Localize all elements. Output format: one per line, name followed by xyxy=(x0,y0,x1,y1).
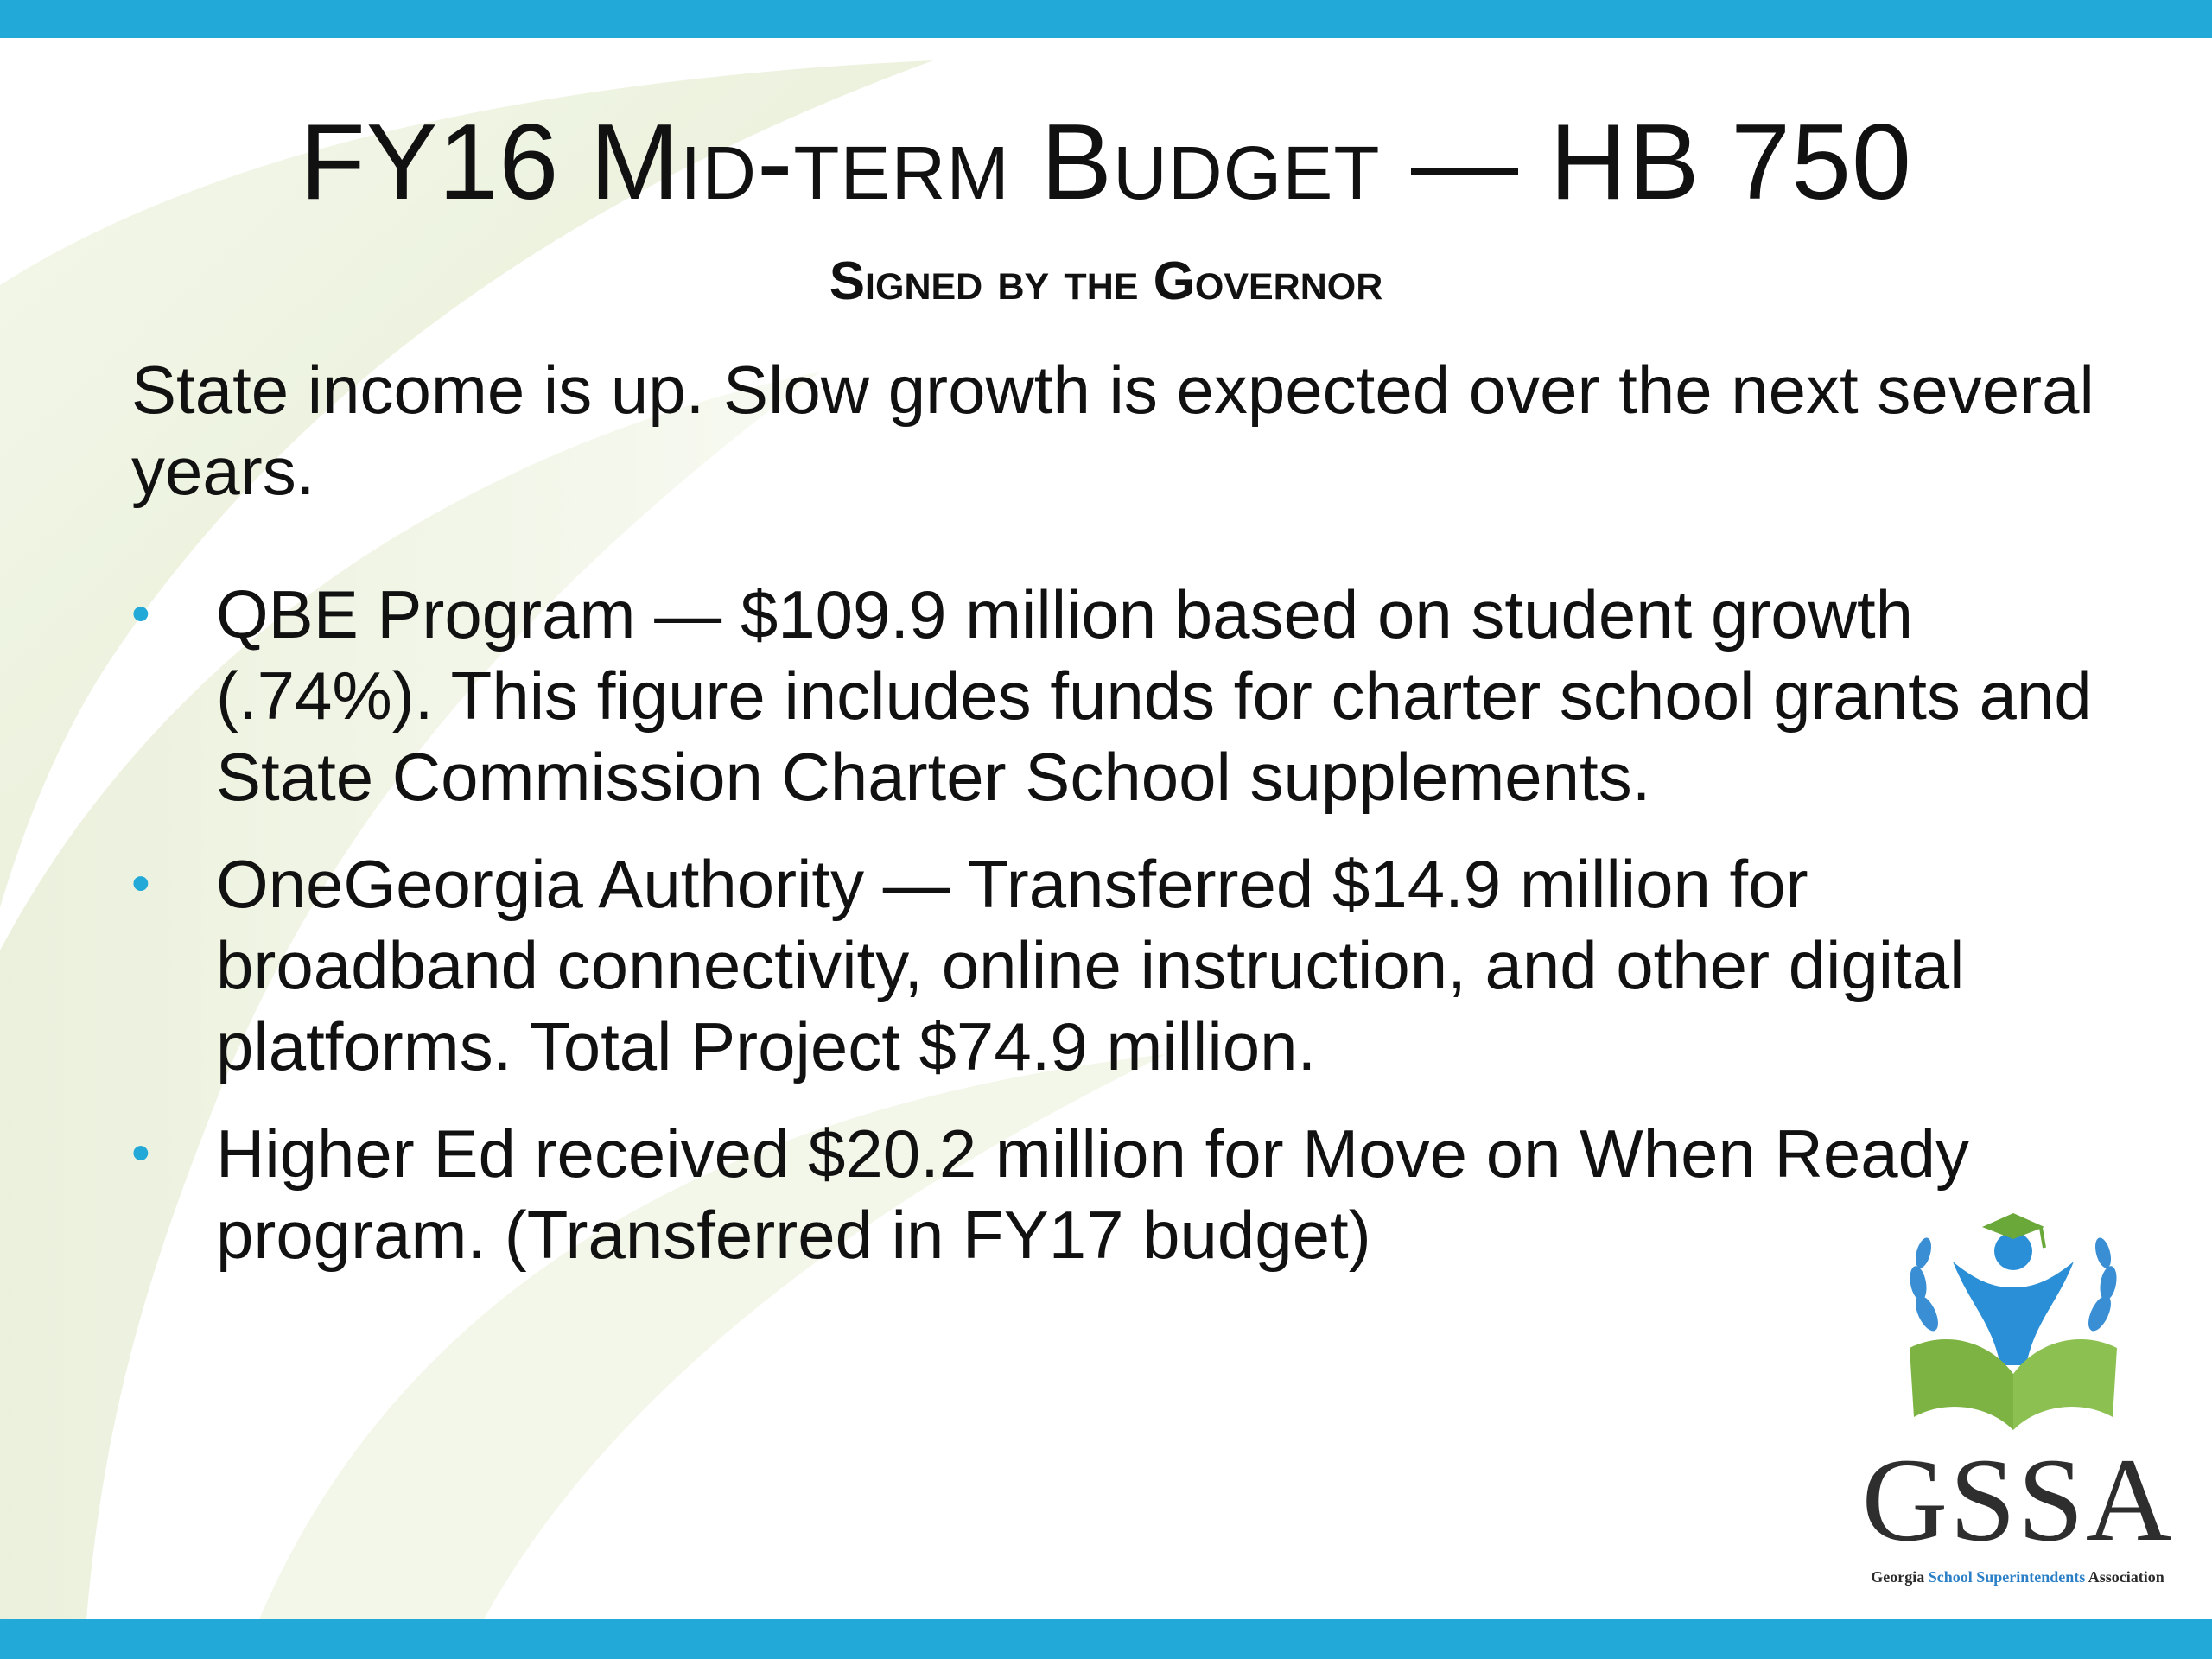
bullet-text: QBE Program — $109.9 million based on student growth (.74%). This figure includes funds for charter school grants and State Commission Charter School supplements. xyxy=(216,576,2092,815)
bullet-dot-icon: • xyxy=(131,1123,150,1183)
bottom-accent-bar xyxy=(0,1619,2212,1659)
bullet-text: Higher Ed received $20.2 million for Move on When Ready program. (Transferred in FY17 budget) xyxy=(216,1116,1970,1273)
logo-tagline-part: Georgia xyxy=(1871,1568,1929,1586)
bullet-item xyxy=(131,843,2145,1087)
logo-wordmark: GSSA xyxy=(1861,1433,2174,1566)
gssa-logo xyxy=(1840,1201,2195,1590)
bullet-dot-icon: • xyxy=(131,584,150,644)
bullet-item xyxy=(131,574,2145,817)
bullet-text: OneGeorgia Authority — Transferred $14.9 million for broadband connectivity, online instruction, and other digital platforms. Total Project $74.9 million. xyxy=(216,846,1965,1084)
logo-tagline-accent: School Superintendents xyxy=(1928,1568,2086,1586)
top-accent-bar xyxy=(0,0,2212,38)
bullet-list xyxy=(131,574,2145,1275)
logo-tagline-part: Association xyxy=(2085,1568,2164,1586)
slide-title: FY16 Mid-term Budget — HB 750 xyxy=(299,103,1913,222)
intro-paragraph: State income is up. Slow growth is expected over the next several years. xyxy=(131,352,2094,509)
bullet-dot-icon: • xyxy=(131,854,150,913)
logo-tagline xyxy=(1840,1567,2195,1586)
graduate-book-emblem-icon xyxy=(1892,1201,2134,1434)
slide-subtitle: Signed by the Governor xyxy=(829,251,1383,311)
